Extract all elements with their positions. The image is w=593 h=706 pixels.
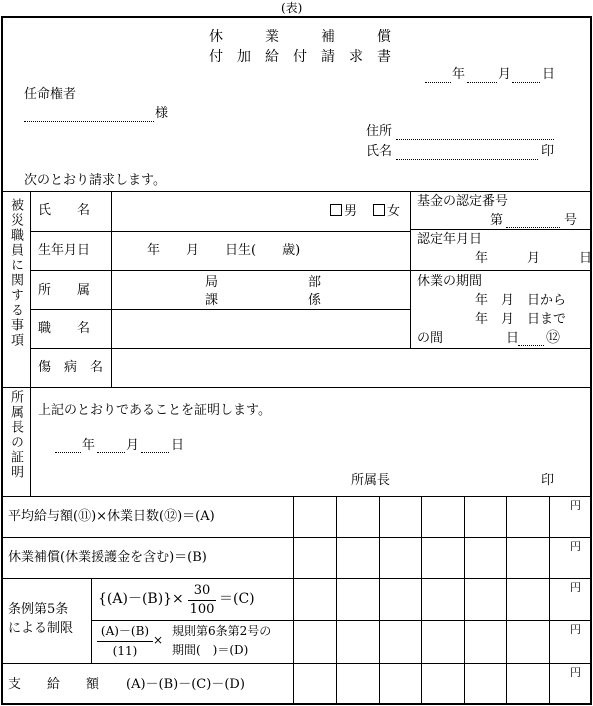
form-title-line1: 休 業 補 償 xyxy=(209,29,391,45)
fund-dai: 第 xyxy=(490,213,504,228)
limit-label-line1: 条例第5条 xyxy=(8,602,69,617)
yen-unit-b: 円 xyxy=(570,540,581,553)
limit-label-line2: による制限 xyxy=(8,621,74,636)
formula-d-denominator: (11) xyxy=(112,644,138,658)
appointer-label: 任命権者 xyxy=(24,87,77,102)
avg-salary-row-label: 平均給与額(⑪)×休業日数(⑫)＝(A) xyxy=(8,509,215,524)
formula-d-times: × xyxy=(153,633,164,647)
fund-number-field[interactable] xyxy=(506,227,560,228)
row-label-injury: 傷 病 名 xyxy=(38,360,104,375)
date-year-label: 年 xyxy=(452,67,466,82)
affil-ka: 課 xyxy=(205,293,219,308)
victim-section-label: 被災職員に関する事項 xyxy=(8,198,23,348)
yen-unit-a: 円 xyxy=(570,499,581,512)
payment-row-label: 支 給 額 xyxy=(8,677,100,692)
date-month-label: 月 xyxy=(498,67,512,82)
row-label-name: 氏 名 xyxy=(38,203,91,218)
formula-d-text1: 規則第6条第2号の xyxy=(172,624,272,638)
chief-date-year: 年 xyxy=(82,438,96,453)
formula-c-numerator: 30 xyxy=(193,583,211,598)
affil-kyoku: 局 xyxy=(205,275,219,290)
seal-mark: 印 xyxy=(541,144,555,159)
cert-date-label: 認定年月日 xyxy=(417,232,483,247)
fund-number-label: 基金の認定番号 xyxy=(417,194,509,209)
yen-unit-d: 円 xyxy=(570,623,581,636)
chief-section-label: 所属長の証明 xyxy=(8,390,23,480)
row-label-birth: 生年月日 xyxy=(38,243,91,258)
payment-formula: (A)－(B)－(C)－(D) xyxy=(126,677,245,692)
address-field[interactable] xyxy=(396,139,554,140)
leave-days-field[interactable] xyxy=(518,345,544,346)
request-text: 次のとおり請求します。 xyxy=(24,173,166,188)
compensation-row-label: 休業補償(休業援護金を含む)＝(B) xyxy=(8,550,207,565)
female-checkbox[interactable] xyxy=(373,204,385,216)
leave-days-number: ⑫ xyxy=(546,330,560,346)
male-checkbox[interactable] xyxy=(330,204,342,216)
appointer-field[interactable] xyxy=(24,121,154,122)
yen-unit-payment: 円 xyxy=(570,666,581,679)
leave-to: 年 月 日まで xyxy=(475,312,567,327)
birth-value: 年 月 日生( 歳) xyxy=(147,243,301,258)
name-field[interactable] xyxy=(396,159,538,160)
cert-date-value: 年 月 日 xyxy=(475,251,593,266)
chief-seal-mark: 印 xyxy=(541,473,555,488)
fund-go: 号 xyxy=(564,213,578,228)
chief-date-month: 月 xyxy=(126,438,140,453)
formula-c-right: ＝(C) xyxy=(219,591,255,607)
gender-male-option[interactable]: 男 xyxy=(330,204,357,218)
formula-d-numerator: (A)－(B) xyxy=(100,624,150,638)
affil-bu: 部 xyxy=(308,275,322,290)
row-label-affiliation: 所 属 xyxy=(38,283,91,298)
affil-kakari: 係 xyxy=(308,293,322,308)
page-side-label: (表) xyxy=(281,1,303,15)
sama-label: 様 xyxy=(155,106,169,121)
yen-unit-c: 円 xyxy=(570,581,581,594)
chief-label: 所属長 xyxy=(351,473,391,488)
leave-from: 年 月 日から xyxy=(475,293,567,308)
name-label: 氏名 xyxy=(366,144,393,159)
chief-date-day: 日 xyxy=(171,438,185,453)
row-label-position: 職 名 xyxy=(38,321,91,336)
leave-period-label: 休業の期間 xyxy=(417,274,483,289)
chief-cert-text: 上記のとおりであることを証明します。 xyxy=(38,403,271,418)
formula-d-text2: 期間( )＝(D) xyxy=(172,643,249,657)
formula-c-denominator: 100 xyxy=(189,602,215,617)
gender-female-option[interactable]: 女 xyxy=(373,204,400,218)
address-label: 住所 xyxy=(366,124,393,139)
leave-between: の間 xyxy=(417,331,444,346)
formula-c-left: {(A)－(B)}× xyxy=(98,591,184,607)
date-day-label: 日 xyxy=(542,67,556,82)
leave-days-label: 日 xyxy=(506,331,520,346)
form-title-line2: 付 加 給 付 請 求 書 xyxy=(209,49,391,65)
